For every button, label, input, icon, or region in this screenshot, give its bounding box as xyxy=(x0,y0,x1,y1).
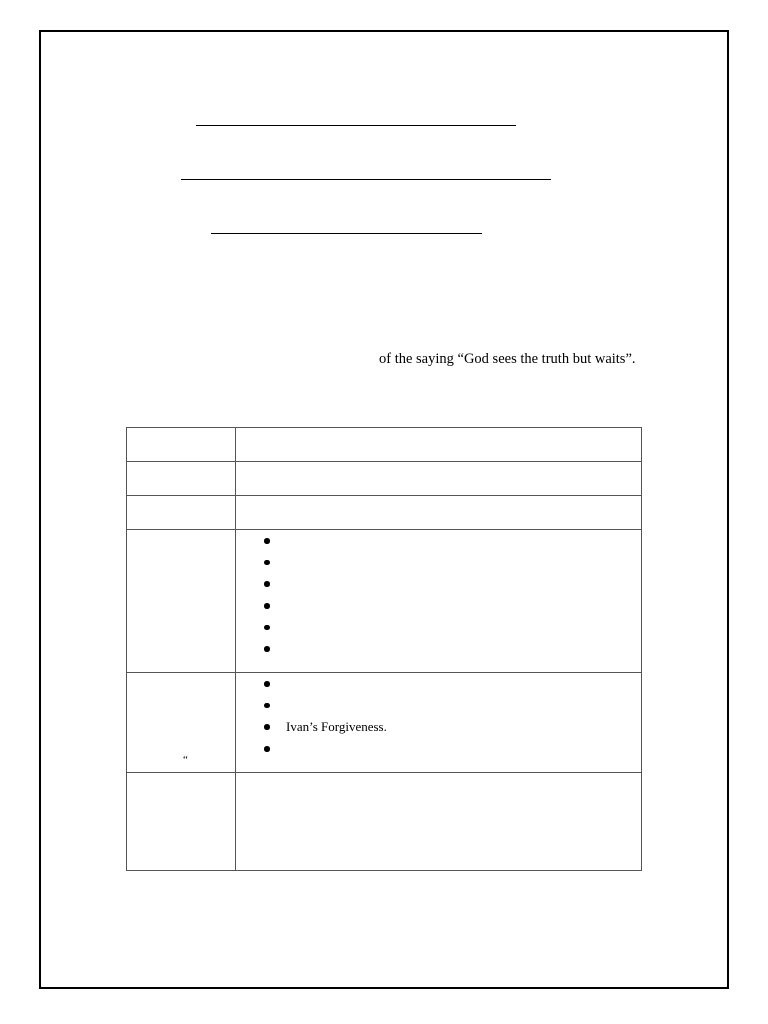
table-row xyxy=(127,773,642,871)
assignment-statement: of the saying “God sees the truth but waits”. xyxy=(379,351,636,367)
story-analysis-table xyxy=(126,427,642,871)
bullet-icon xyxy=(264,603,270,609)
name-blank-line xyxy=(211,233,482,234)
table-content-cell xyxy=(236,530,642,673)
event-ivans-forgiveness: Ivan’s Forgiveness. xyxy=(286,719,387,735)
list-item xyxy=(236,716,641,738)
table-label-cell xyxy=(127,496,236,530)
bullet-icon xyxy=(264,625,270,631)
table-content-cell xyxy=(236,773,642,871)
table-label-cell xyxy=(127,462,236,496)
bullet-icon xyxy=(264,560,270,566)
list-item xyxy=(236,573,641,595)
table-label-cell xyxy=(127,530,236,673)
list-item xyxy=(236,638,641,660)
list-item xyxy=(236,673,641,695)
list-item xyxy=(236,617,641,639)
bullet-icon xyxy=(264,681,270,687)
table-label-cell xyxy=(127,773,236,871)
table-row xyxy=(127,462,642,496)
title-blank-line xyxy=(196,125,516,126)
table-label-cell xyxy=(127,428,236,462)
table-row xyxy=(127,530,642,673)
list-item xyxy=(236,695,641,717)
bullet-icon xyxy=(264,646,270,652)
events-bullet-list xyxy=(236,673,641,760)
table-content-cell xyxy=(236,462,642,496)
table-content-cell xyxy=(236,428,642,462)
table-row xyxy=(127,428,642,462)
bullet-icon xyxy=(264,746,270,752)
table-row xyxy=(127,496,642,530)
table-content-cell xyxy=(236,496,642,530)
table-content-cell xyxy=(236,673,642,773)
bullet-icon xyxy=(264,703,270,709)
list-item xyxy=(236,552,641,574)
bullet-icon xyxy=(264,581,270,587)
bullet-icon xyxy=(264,724,270,730)
table-label-cell xyxy=(127,673,236,773)
bullet-icon xyxy=(264,538,270,544)
table-row xyxy=(127,673,642,773)
list-item xyxy=(236,595,641,617)
author-blank-line xyxy=(181,179,551,180)
list-item xyxy=(236,738,641,760)
characters-bullet-list xyxy=(236,530,641,660)
quote-mark: “ xyxy=(183,754,188,766)
list-item xyxy=(236,530,641,552)
